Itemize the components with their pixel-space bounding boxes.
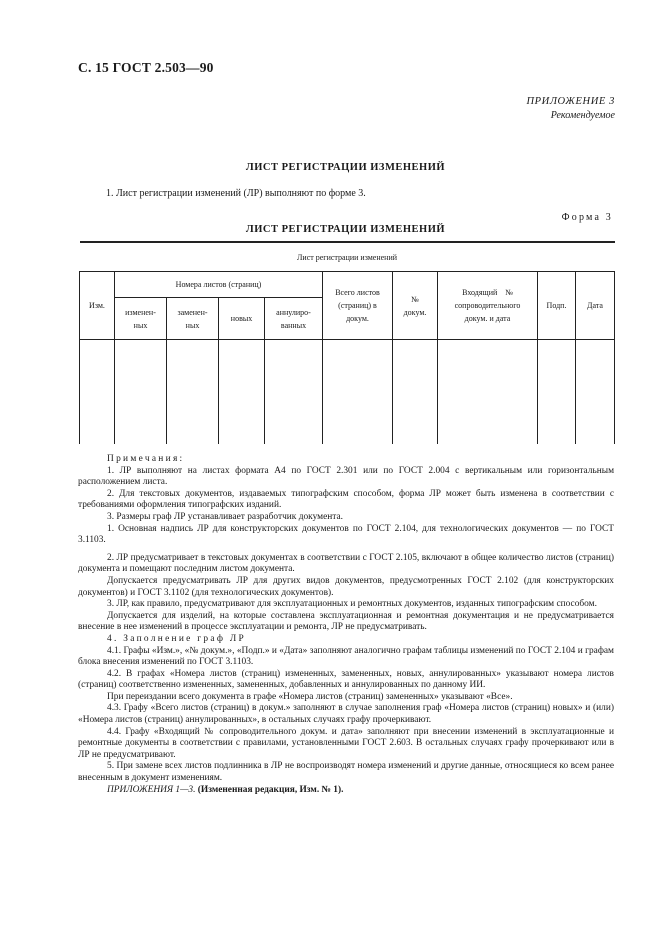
col-sign-header: Подп. bbox=[538, 272, 576, 340]
paragraph-4-4: 4.4. Графу «Входящий № сопроводительного докум. и дата» заполняют при внесении изменений в эксплуатационные и ремонтные документы в соответствии с правилами, установленными ГОСТ 2.603. В остальных случаях графу прочеркивают или в ЛР не предусматривают. bbox=[78, 726, 614, 760]
table-cell bbox=[576, 340, 615, 445]
col-date-header: Дата bbox=[576, 272, 615, 340]
paragraph-1: 1. Лист регистрации изменений (ЛР) выполняют по форме 3. bbox=[106, 188, 366, 199]
final-note bbox=[78, 785, 614, 797]
col-pages-group-header: Номера листов (страниц) bbox=[115, 272, 323, 298]
paragraph-2-b: Допускается предусматривать ЛР для других видов документов, предусмотренных ГОСТ 2.102 (для конструкторских документов) и ГОСТ 3.1102 (для технологических документов). bbox=[78, 575, 614, 598]
final-note-italic: ПРИЛОЖЕНИЯ 1—3. bbox=[107, 784, 196, 795]
note-1: 1. ЛР выполняют на листах формата А4 по ГОСТ 2.301 или по ГОСТ 2.004 с вертикальным или горизонтальным расположением листа. bbox=[78, 465, 614, 488]
table-cell bbox=[80, 340, 115, 445]
appendix-status: Рекомендуемое bbox=[550, 110, 615, 121]
paragraph-5: 5. При замене всех листов подлинника в ЛР не воспроизводят номера изменений и другие данные, относящиеся ко всем ранее внесенным в документ изменениям. bbox=[78, 761, 614, 784]
col-replaced-header: заменен- ных bbox=[167, 298, 219, 340]
table-cell bbox=[219, 340, 265, 445]
paragraph-3: 3. ЛР, как правило, предусматривают для эксплуатационных и ремонтных документов, изданных типографским способом. bbox=[107, 599, 597, 610]
table-caption: Лист регистрации изменений bbox=[80, 242, 615, 272]
notes-section bbox=[78, 454, 614, 796]
table-cell bbox=[115, 340, 167, 445]
col-incoming-header: Входящий № сопроводительного докум. и дата bbox=[438, 272, 538, 340]
note-2: 2. Для текстовых документов, издаваемых типографским способом, форма ЛР может быть изменена в соответствии с требованиями оформления типографских изданий. bbox=[78, 488, 614, 511]
paragraph-2: 2. ЛР предусматривает в текстовых документах в соответствии с ГОСТ 2.105, включают в общее количество листов (страниц) документа и помещают последним листом документа. bbox=[78, 552, 614, 575]
table-row bbox=[80, 340, 615, 445]
paragraph-4-2-b: При переиздании всего документа в графе «Номера листов (страниц) замененных» указывают «Все». bbox=[107, 691, 513, 702]
form-title: ЛИСТ РЕГИСТРАЦИИ ИЗМЕНЕНИЙ bbox=[245, 224, 446, 235]
appendix-label: ПРИЛОЖЕНИЕ 3 bbox=[526, 96, 615, 107]
final-note-bold: (Измененная редакция, Изм. № 1). bbox=[197, 784, 344, 795]
col-izm-header: Изм. bbox=[80, 272, 115, 340]
col-changed-header: изменен- ных bbox=[115, 298, 167, 340]
registration-table bbox=[79, 241, 614, 441]
table-cell bbox=[323, 340, 393, 445]
table-cell bbox=[265, 340, 323, 445]
paragraph-3-b: Допускается для изделий, на которые составлена эксплуатационная и ремонтная документация и не предусматривается внесение в нее изменений в процессе эксплуатации и ремонта, ЛР не предусматривать. bbox=[78, 610, 614, 633]
paragraph-4: 4. Заполнение граф ЛР bbox=[107, 633, 247, 644]
paragraph-4-3: 4.3. Графу «Всего листов (страниц) в докум.» заполняют в случае заполнения граф «Номера листов (страниц) новых» и (или) «Номера листов (страниц) аннулированных», в остальных случаях графу прочеркивают. bbox=[78, 703, 614, 726]
notes-heading: Примечания: bbox=[107, 454, 185, 464]
table-cell bbox=[538, 340, 576, 445]
col-new-header: новых bbox=[219, 298, 265, 340]
form-label: Форма 3 bbox=[561, 212, 613, 223]
paragraph-1-1: 1. Основная надпись ЛР для конструкторских документов по ГОСТ 2.104, для технологических документов — по ГОСТ 3.1103. bbox=[78, 523, 614, 546]
paragraph-4-2: 4.2. В графах «Номера листов (страниц) измененных, замененных, новых, аннулированных» указывают номера листов (страниц) соответственно измененных, замененных, добавленных и аннулированных по данному ИИ. bbox=[78, 668, 614, 691]
paragraph-4-1: 4.1. Графы «Изм.», «№ докум.», «Подп.» и «Дата» заполняют аналогично графам таблицы изменений по ГОСТ 2.104 и графам блока внесения изменений по ГОСТ 3.1103. bbox=[78, 645, 614, 668]
col-total-header: Всего листов (страниц) в докум. bbox=[323, 272, 393, 340]
col-cancelled-header: аннулиро- ванных bbox=[265, 298, 323, 340]
page-header: С. 15 ГОСТ 2.503—90 bbox=[78, 60, 214, 75]
note-3: 3. Размеры граф ЛР устанавливает разработчик документа. bbox=[107, 511, 343, 522]
table-cell bbox=[393, 340, 438, 445]
col-doc-no-header: № докум. bbox=[393, 272, 438, 340]
section-title: ЛИСТ РЕГИСТРАЦИИ ИЗМЕНЕНИЙ bbox=[245, 162, 446, 173]
table-cell bbox=[167, 340, 219, 445]
table-cell bbox=[438, 340, 538, 445]
